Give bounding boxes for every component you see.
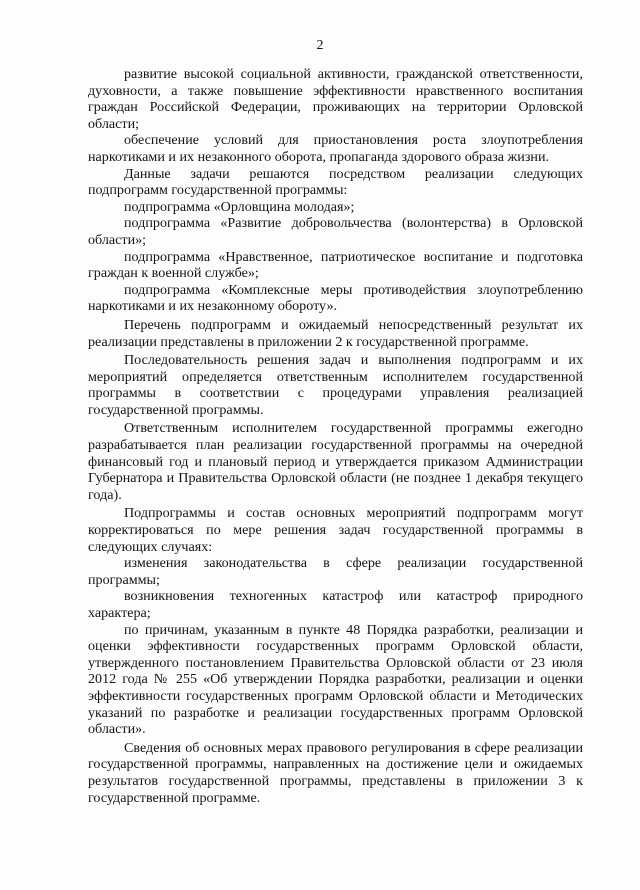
paragraph: Ответственным исполнителем государственной программы ежегодно разрабатывается план реализации государственной программы на очередной финансовый год и плановый период и утверждается приказом Администрации Губернатора и Правительства Орловской области (не позднее 1 декабря текущего года). <box>88 420 583 503</box>
paragraph: Данные задачи решаются посредством реализации следующих подпрограмм государственной программы: <box>88 165 583 199</box>
paragraph: Последовательность решения задач и выполнения подпрограмм и их мероприятий определяется ответственным исполнителем государственной программы в соответствии с процедурами управления реализацией государственной программы. <box>88 352 583 418</box>
paragraph: Подпрограммы и состав основных мероприятий подпрограмм могут корректироваться по мере решения задач государственной программы в следующих случаях: <box>88 505 583 555</box>
paragraph: обеспечение условий для приостановления роста злоупотребления наркотиками и их незаконного оборота, пропаганда здорового образа жизни. <box>88 132 583 165</box>
paragraph: возникновения техногенных катастроф или катастроф природного характера; <box>88 588 583 621</box>
paragraph: подпрограмма «Орловщина молодая»; <box>124 198 355 215</box>
paragraph: подпрограмма «Комплексные меры противодействия злоупотреблению наркотиками и их незаконному обороту». <box>88 281 583 315</box>
paragraph: изменения законодательства в сфере реализации государственной программы; <box>88 555 583 588</box>
paragraph: подпрограмма «Развитие добровольчества (волонтерства) в Орловской области»; <box>88 215 583 248</box>
page-number: 2 <box>316 38 324 53</box>
paragraph: развитие высокой социальной активности, гражданской ответственности, духовности, а также повышение эффективности нравственного воспитания граждан Российской Федерации, проживающих на территории Орловской области; <box>88 66 583 132</box>
paragraph: Перечень подпрограмм и ожидаемый непосредственный результат их реализации представлены в приложении 2 к государственной программе. <box>88 316 583 350</box>
paragraph: подпрограмма «Нравственное, патриотическое воспитание и подготовка граждан к военной службе»; <box>88 248 583 282</box>
paragraph: Сведения об основных мерах правового регулирования в сфере реализации государственной программы, направленных на достижение цели и ожидаемых результатов государственной программы, представлены в приложении 3 к государственной программе. <box>88 739 583 806</box>
paragraph: по причинам, указанным в пункте 48 Порядка разработки, реализации и оценки эффективности государственных программ Орловской области, утвержденного постановлением Правительства Орловской области от 23 июля 2012 года № 255 «Об утверждении Порядка разработки, реализации и оценки эффективности государственных программ Орловской области и Методических указаний по разработке и реализации государственных программ Орловской области». <box>88 621 583 738</box>
document-body <box>88 66 583 806</box>
